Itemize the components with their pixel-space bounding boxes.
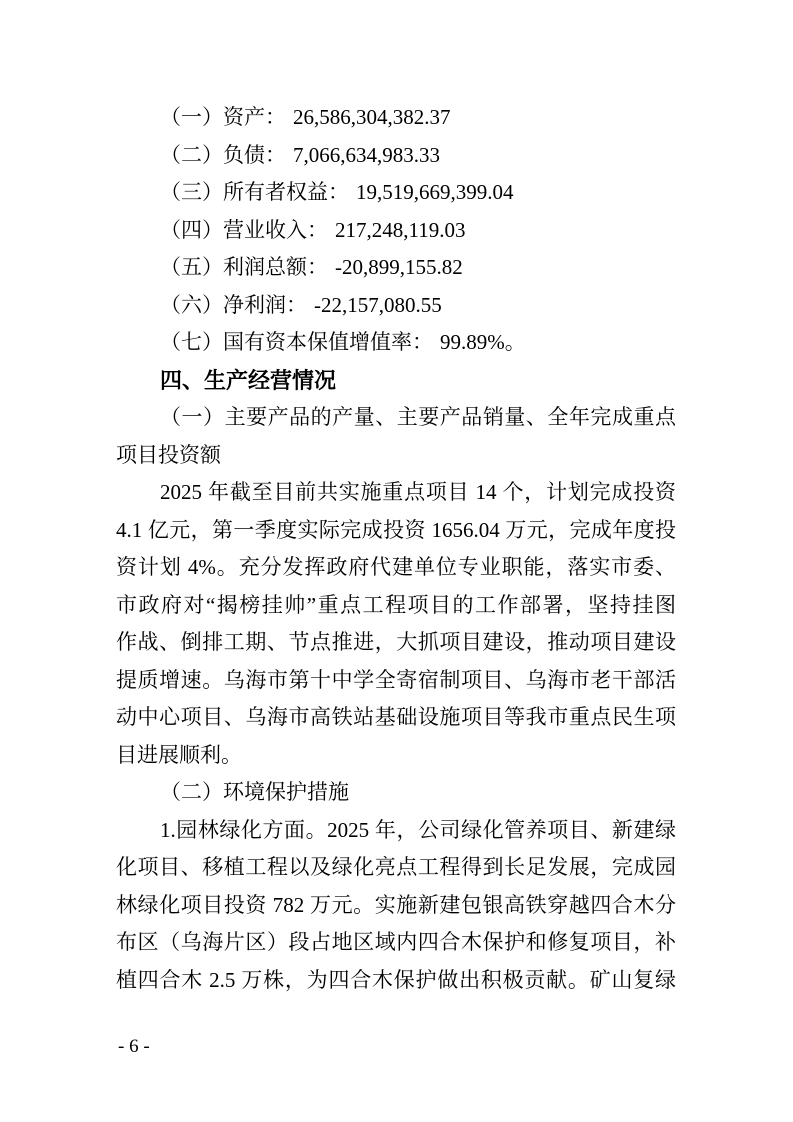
subsection-title-main-products-line1: （一）主要产品的产量、主要产品销量、全年完成重点	[160, 405, 676, 429]
paragraph-line: 动中心项目、乌海市高铁站基础设施项目等我市重点民生项	[116, 705, 676, 729]
financial-item-total-profit	[116, 249, 676, 287]
subsection-title-main-products-line2: 项目投资额	[116, 442, 221, 467]
financial-item-owners-equity	[116, 174, 676, 212]
financial-item-value: -20,899,155.82	[335, 255, 463, 279]
financial-item-value: 7,066,634,983.33	[293, 142, 440, 167]
subsection-title-environmental-protection: （二）环境保护措施	[160, 780, 349, 804]
financial-item-label: （二）负债：	[160, 142, 286, 167]
paragraph-line: 化项目、移植工程以及绿化亮点工程得到长足发展，完成园	[116, 855, 676, 879]
paragraph-line: 布区（乌海片区）段占地区域内四合木保护和修复项目，补	[116, 930, 676, 954]
page-number: - 6 -	[118, 1036, 150, 1057]
financial-item-value: 19,519,669,399.04	[356, 180, 514, 204]
section-heading-production-operations: 四、生产经营情况	[160, 367, 337, 393]
financial-item-value: 217,248,119.03	[335, 217, 466, 242]
paragraph-line: 4.1 亿元，第一季度实际完成投资 1656.04 万元，完成年度投	[116, 517, 676, 542]
paragraph-line: 资计划 4%。充分发挥政府代建单位专业职能，落实市委、	[116, 555, 676, 579]
financial-item-label: （七）国有资本保值增值率：	[160, 330, 433, 354]
paragraph-line: 市政府对“揭榜挂帅”重点工程项目的工作部署，坚持挂图	[116, 592, 676, 617]
financial-item-label: （五）利润总额：	[160, 255, 328, 279]
document-body	[116, 99, 676, 999]
paragraph-line: 1.园林绿化方面。2025 年，公司绿化管养项目、新建绿	[160, 817, 676, 842]
financial-item-value: 99.89%。	[440, 330, 526, 354]
paragraph-line: 林绿化项目投资 782 万元。实施新建包银高铁穿越四合木分	[116, 892, 676, 917]
financial-item-value: -22,157,080.55	[314, 292, 442, 317]
financial-item-label: （三）所有者权益：	[160, 180, 349, 204]
financial-item-net-profit	[116, 287, 676, 325]
paragraph-line: 提质增速。乌海市第十中学全寄宿制项目、乌海市老干部活	[116, 667, 676, 692]
financial-item-assets	[116, 99, 676, 137]
financial-item-liabilities	[116, 137, 676, 175]
paragraph-line: 作战、倒排工期、节点推进，大抓项目建设，推动项目建设	[116, 630, 676, 654]
financial-item-capital-preservation-rate	[116, 324, 676, 362]
financial-item-operating-revenue	[116, 212, 676, 250]
financial-item-label: （一）资产：	[160, 105, 286, 129]
financial-item-label: （四）营业收入：	[160, 217, 328, 242]
paragraph-line: 目进展顺利。	[116, 742, 242, 767]
financial-item-label: （六）净利润：	[160, 292, 307, 317]
financial-item-value: 26,586,304,382.37	[293, 105, 451, 129]
paragraph-line: 植四合木 2.5 万株，为四合木保护做出积极贡献。矿山复绿	[116, 967, 676, 992]
paragraph-line: 2025 年截至目前共实施重点项目 14 个，计划完成投资	[160, 480, 676, 504]
